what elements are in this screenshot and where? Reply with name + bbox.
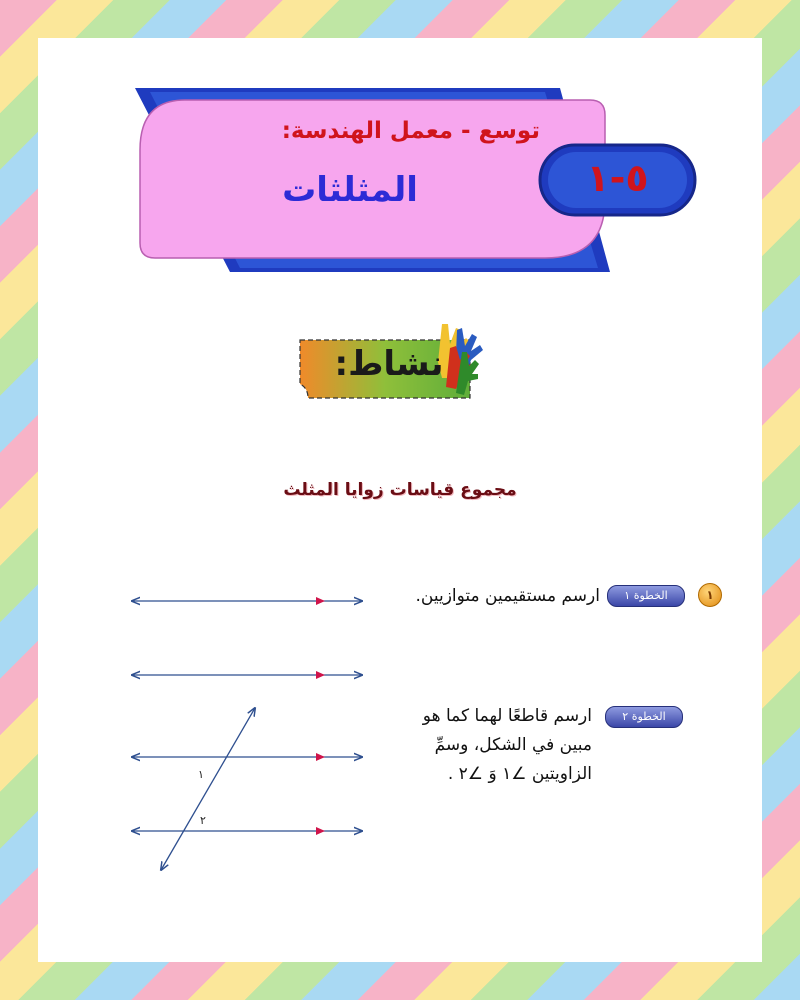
parallel-marker-3 — [316, 753, 325, 761]
lesson-banner — [0, 0, 800, 300]
banner-subtitle: المثلثات — [282, 170, 418, 210]
transversal-line — [161, 708, 255, 870]
step-1-text: ارسم مستقيمين متوازيين. — [415, 586, 600, 606]
parallel-lines-figure — [120, 580, 375, 880]
section-title: مجموع قياسات زوايا المثلث — [283, 480, 517, 500]
activity-label: نشاط: — [334, 344, 444, 384]
angle-label-1: ١ — [198, 768, 204, 781]
step-2-line-1: ارسم قاطعًا لهما كما هو — [422, 706, 592, 726]
step-1-badge: الخطوة ١ — [607, 585, 685, 607]
step-2-badge: الخطوة ٢ — [605, 706, 683, 728]
banner-title: توسع - معمل الهندسة: — [281, 118, 540, 144]
step-2-line-3: الزاويتين ∠١ وَ ∠٢ . — [447, 764, 592, 784]
step-2-text — [370, 702, 592, 789]
parallel-marker-2 — [316, 671, 325, 679]
parallel-marker-1 — [316, 597, 325, 605]
step-1-number-icon: ١ — [698, 583, 722, 607]
angle-label-2: ٢ — [200, 814, 206, 827]
parallel-marker-4 — [316, 827, 325, 835]
lesson-number: ٥-١ — [586, 156, 649, 200]
step-2-line-2: مبين في الشكل، وسمِّ — [434, 735, 592, 755]
